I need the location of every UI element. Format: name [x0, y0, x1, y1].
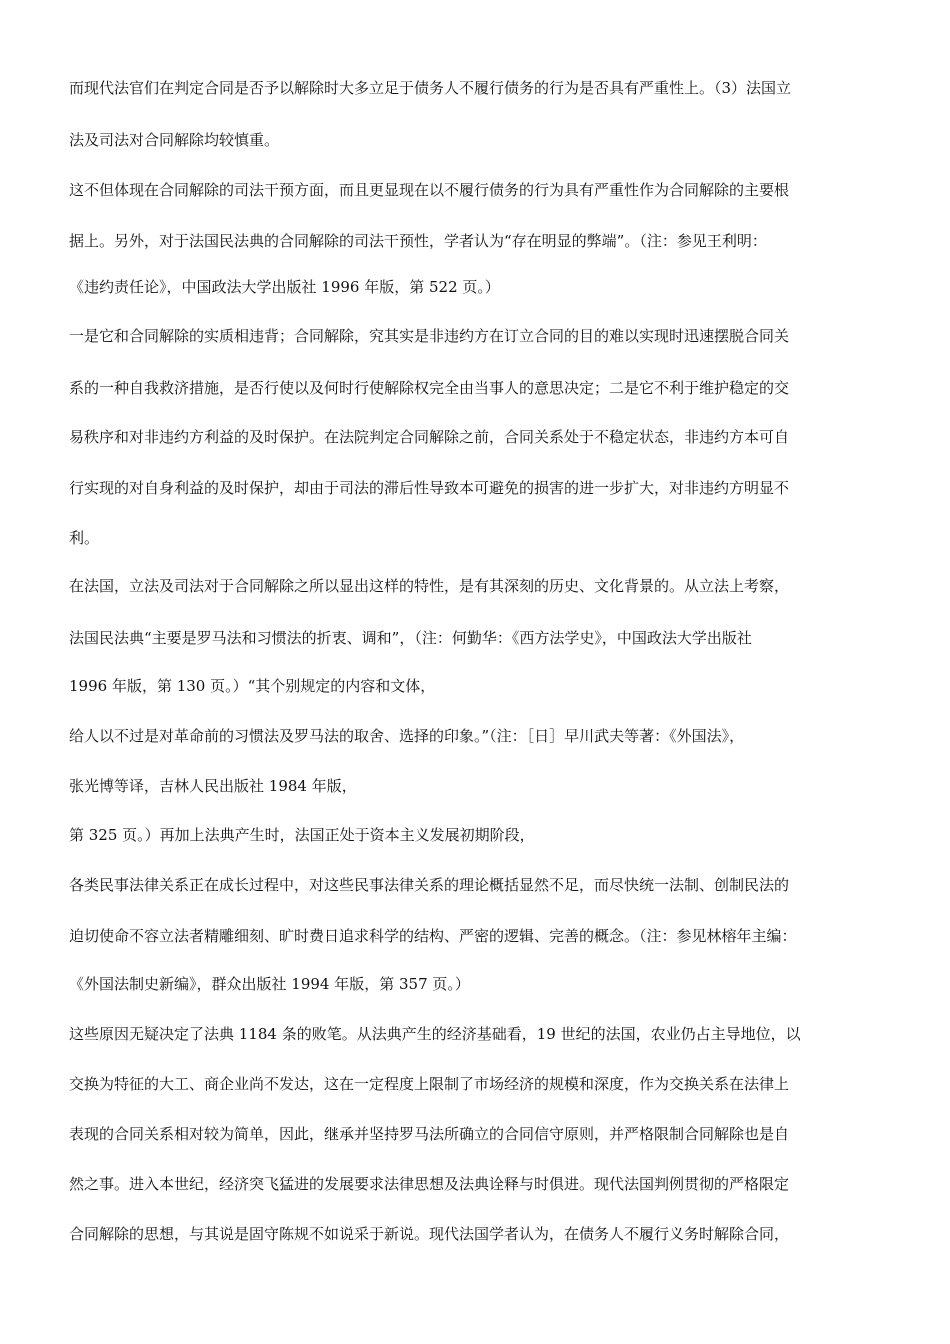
text-line: 合同解除的思想，与其说是固守陈规不如说采于新说。现代法国学者认为，在债务人不履行义务时解除合同，	[69, 1225, 790, 1243]
text-line: 而现代法官们在判定合同是否予以解除时大多立足于债务人不履行债务的行为是否具有严重性上。（3）法国立	[69, 79, 792, 97]
text-line: 法国民法典“主要是罗马法和习惯法的折衷、调和”，（注：何勤华：《西方法学史》，中国政法大学出版社	[69, 629, 752, 647]
text-line: 一是它和合同解除的实质相违背；合同解除，究其实是非违约方在订立合同的目的难以实现时迅速摆脱合同关	[69, 327, 790, 345]
text-line: 第 325 页。）再加上法典产生时，法国正处于资本主义发展初期阶段，	[69, 826, 535, 844]
text-line: 表现的合同关系相对较为简单，因此，继承并坚持罗马法所确立的合同信守原则，并严格限制合同解除也是自	[69, 1125, 790, 1143]
text-line: 易秩序和对非违约方利益的及时保护。在法院判定合同解除之前，合同关系处于不稳定状态，非违约方本可自	[69, 428, 790, 446]
text-line: 然之事。进入本世纪，经济突飞猛进的发展要求法律思想及法典诠释与时俱进。现代法国判例贯彻的严格限定	[69, 1175, 790, 1193]
text-line: 交换为特征的大工、商企业尚不发达，这在一定程度上限制了市场经济的规模和深度，作为交换关系在法律上	[69, 1075, 790, 1093]
text-line: 迫切使命不容立法者精雕细刻、旷时费日追求科学的结构、严密的逻辑、完善的概念。（注：参见林榕年主编：	[69, 927, 797, 945]
text-line: 这些原因无疑决定了法典 1184 条的败笔。从法典产生的经济基础看，19 世纪的法国，农业仍占主导地位，以	[69, 1025, 801, 1043]
text-line: 给人以不过是对革命前的习惯法及罗马法的取舍、选择的印象。”（注：［日］早川武夫等著：《外国法》，	[69, 727, 745, 745]
text-line: 在法国，立法及司法对于合同解除之所以显出这样的特性，是有其深刻的历史、文化背景的。从立法上考察，	[69, 577, 790, 595]
text-line: 《外国法制史新编》，群众出版社 1994 年版，第 357 页。）	[69, 975, 470, 993]
text-line: 据上。另外，对于法国民法典的合同解除的司法干预性，学者认为“存在明显的弊端”。（注：参见王利明：	[69, 232, 767, 250]
text-line: 《违约责任论》，中国政法大学出版社 1996 年版，第 522 页。）	[69, 278, 500, 296]
text-line: 法及司法对合同解除均较慎重。	[69, 131, 280, 149]
text-line: 这不但体现在合同解除的司法干预方面，而且更显现在以不履行债务的行为具有严重性作为合同解除的主要根	[69, 181, 790, 199]
text-line: 系的一种自我救济措施，是否行使以及何时行使解除权完全由当事人的意思决定；二是它不利于维护稳定的交	[69, 379, 790, 397]
text-line: 行实现的对自身利益的及时保护，却由于司法的滞后性导致本可避免的损害的进一步扩大，对非违约方明显不	[69, 479, 790, 497]
text-line: 1996 年版，第 130 页。）“其个别规定的内容和文体，	[69, 677, 436, 695]
text-line: 各类民事法律关系正在成长过程中，对这些民事法律关系的理论概括显然不足，而尽快统一法制、创制民法的	[69, 876, 790, 894]
text-line: 张光博等译，吉林人民出版社 1984 年版，	[69, 777, 357, 795]
text-line: 利。	[69, 529, 100, 547]
